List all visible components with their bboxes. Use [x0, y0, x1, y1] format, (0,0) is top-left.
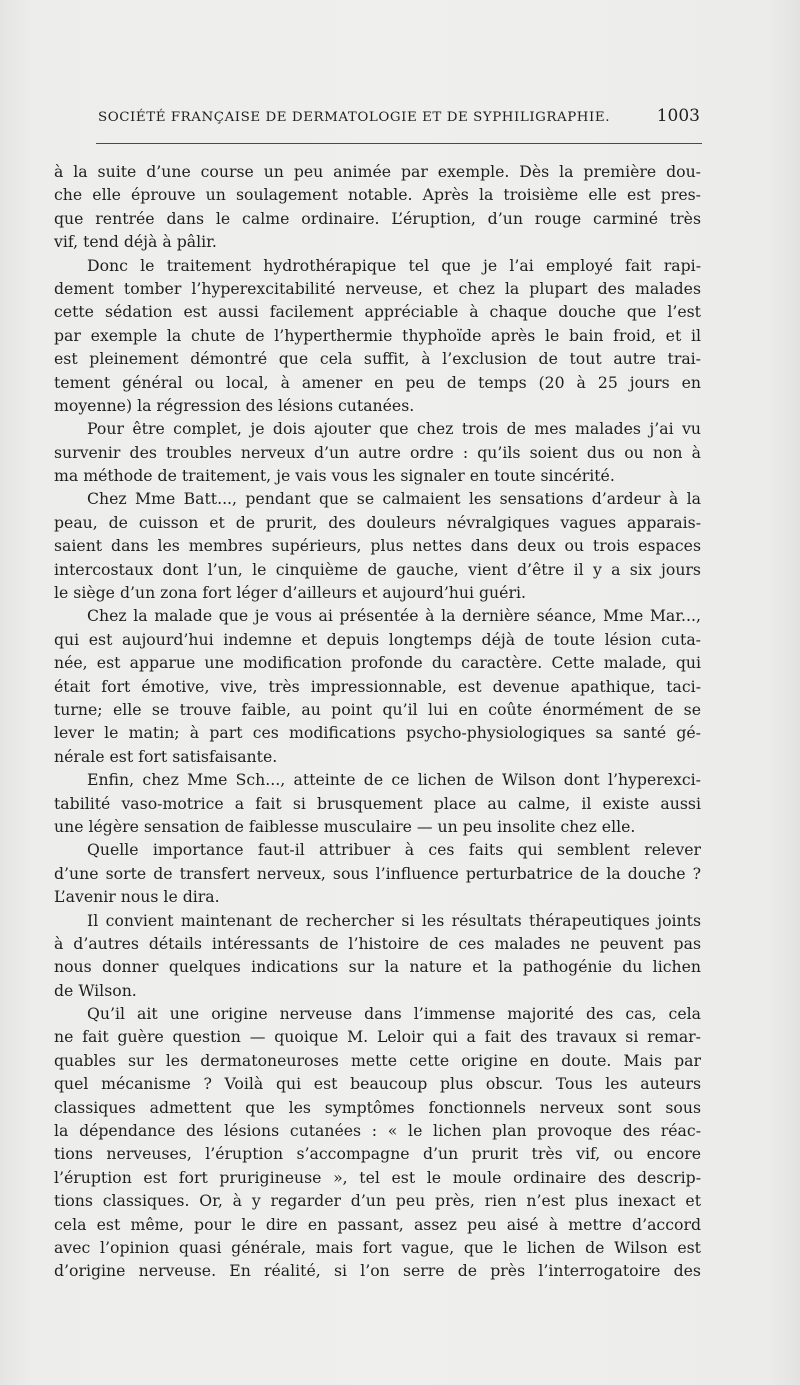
text-line: lever le matin; à part ces modifications psycho-physiologiques sa santé gé- [54, 723, 701, 743]
text-line: nérale est fort satisfaisante. [54, 746, 278, 766]
text-line: tement général ou local, à amener en peu de temps (20 à 25 jours en [54, 372, 701, 392]
text-line: saient dans les membres supérieurs, plus nettes dans deux ou trois espaces [54, 536, 701, 556]
text-line: Quelle importance faut-il attribuer à ces faits qui semblent relever [87, 840, 701, 860]
text-line: quables sur les dermatoneuroses mette cette origine en doute. Mais par [54, 1050, 701, 1070]
text-line: vif, tend déjà à pâlir. [54, 232, 217, 252]
text-line: est pleinement démontré que cela suffit, à l’exclusion de tout autre trai- [54, 349, 701, 369]
text-line: classiques admettent que les symptômes fonctionnels nerveux sont sous [54, 1097, 701, 1117]
page-number: 1003 [656, 106, 700, 126]
text-line: Qu’il ait une origine nerveuse dans l’immense majorité des cas, cela [87, 1004, 701, 1024]
text-line: cela est même, pour le dire en passant, assez peu aisé à mettre d’accord [54, 1214, 701, 1234]
text-line: Enfin, chez Mme Sch..., atteinte de ce lichen de Wilson dont l’hyperexci- [87, 770, 701, 790]
text-line: à la suite d’une course un peu animée par exemple. Dès la première dou- [54, 162, 701, 181]
text-line: qui est aujourd’hui indemne et depuis longtemps déjà de toute lésion cuta- [54, 629, 701, 649]
text-line: Chez Mme Batt..., pendant que se calmaient les sensations d’ardeur à la [87, 489, 701, 509]
text-line: che elle éprouve un soulagement notable. Après la troisième elle est pres- [54, 185, 701, 205]
text-line: Donc le traitement hydrothérapique tel que je l’ai employé fait rapi- [87, 255, 701, 275]
text-line: d’une sorte de transfert nerveux, sous l’influence perturbatrice de la douche ? [54, 863, 701, 883]
text-line: d’origine nerveuse. En réalité, si l’on serre de près l’interrogatoire des [54, 1261, 701, 1281]
text-line: tions nerveuses, l’éruption s’accompagne d’un prurit très vif, ou encore [54, 1144, 701, 1164]
text-line: Il convient maintenant de rechercher si les résultats thérapeutiques joints [87, 910, 701, 930]
text-line: survenir des troubles nerveux d’un autre ordre : qu’ils soient dus ou non à [54, 442, 701, 462]
text-line: par exemple la chute de l’hyperthermie thyphoïde après le bain froid, et il [54, 325, 701, 345]
running-header [98, 106, 700, 130]
text-line: turne; elle se trouve faible, au point qu’il lui en coûte énormément de se [54, 699, 701, 719]
text-line: intercostaux dont l’un, le cinquième de gauche, vient d’être il y a six jours [54, 559, 701, 579]
text-line: l’éruption est fort prurigineuse », tel est le moule ordinaire des descrip- [54, 1167, 701, 1187]
text-line: ne fait guère question — quoique M. Leloir qui a fait des travaux si remar- [54, 1027, 701, 1047]
text-line: nous donner quelques indications sur la nature et la pathogénie du lichen [54, 957, 701, 977]
text-line: tabilité vaso-motrice a fait si brusquement place au calme, il existe aussi [54, 793, 701, 813]
text-line: Pour être complet, je dois ajouter que chez trois de mes malades j’ai vu [87, 419, 701, 439]
text-line: que rentrée dans le calme ordinaire. L’éruption, d’un rouge carminé très [54, 208, 701, 228]
text-line: peau, de cuisson et de prurit, des douleurs névralgiques vagues apparais- [54, 512, 701, 532]
body-text [54, 160, 701, 1283]
header-rule [96, 143, 702, 144]
text-line: moyenne) la régression des lésions cutanées. [54, 395, 415, 415]
text-line: avec l’opinion quasi générale, mais fort vague, que le lichen de Wilson est [54, 1237, 701, 1257]
text-line: dement tomber l’hyperexcitabilité nerveuse, et chez la plupart des malades [54, 278, 701, 298]
text-line: était fort émotive, vive, très impressionnable, est devenue apathique, taci- [54, 676, 701, 696]
text-line: tions classiques. Or, à y regarder d’un peu près, rien n’est plus inexact et [54, 1191, 701, 1211]
text-line: la dépendance des lésions cutanées : « le lichen plan provoque des réac- [54, 1121, 701, 1141]
text-line: née, est apparue une modification profonde du caractère. Cette malade, qui [54, 653, 701, 673]
text-line: Chez la malade que je vous ai présentée à la dernière séance, Mme Mar..., [87, 606, 701, 626]
text-line: une légère sensation de faiblesse musculaire — un peu insolite chez elle. [54, 816, 636, 836]
text-line: quel mécanisme ? Voilà qui est beaucoup plus obscur. Tous les auteurs [54, 1074, 701, 1094]
text-line: de Wilson. [54, 980, 137, 1000]
text-line: cette sédation est aussi facilement appréciable à chaque douche que l’est [54, 302, 701, 322]
running-title: SOCIÉTÉ FRANÇAISE DE DERMATOLOGIE ET DE SYPHILIGRAPHIE. [98, 110, 611, 125]
text-line: le siège d’un zona fort léger d’ailleurs et aujourd’hui guéri. [54, 583, 526, 603]
text-line: ma méthode de traitement, je vais vous les signaler en toute sincérité. [54, 466, 615, 486]
text-line: L’avenir nous le dira. [54, 887, 220, 907]
text-line: à d’autres détails intéressants de l’histoire de ces malades ne peuvent pas [54, 933, 701, 953]
